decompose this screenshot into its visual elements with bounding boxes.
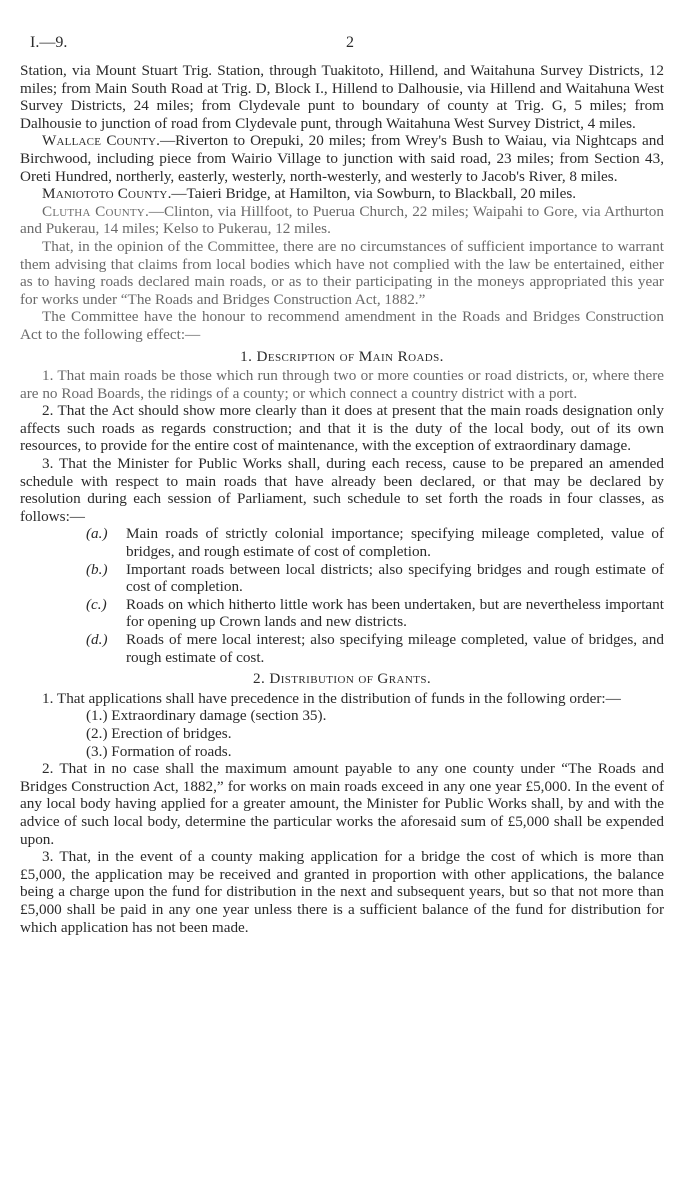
page-reference: I.—9.: [30, 34, 68, 51]
road-class-label: (a.): [86, 525, 108, 543]
section-2-heading: 2. Distribution of Grants.: [252, 670, 432, 688]
clutha-county-paragraph: [20, 203, 664, 238]
precedence-item: (1.) Extraordinary damage (section 35).: [86, 707, 327, 725]
road-class-text: Important roads between local districts; also specifying bridges and rough estimate of cost of completion.: [126, 560, 664, 596]
document-body: [20, 62, 664, 936]
road-class-item: [20, 596, 664, 631]
page-number: 2: [346, 34, 354, 51]
section-1-paragraph-1: 1. That main roads be those which run through two or more counties or road districts, or, where there are no Road Boards, the ridings of a county; or which connect a country district with a port.: [20, 367, 664, 402]
maniototo-county-paragraph: [20, 185, 664, 203]
clutha-county-text: .—Clinton, via Hillfoot, to Puerua Church, 22 miles; Waipahi to Gore, via Arthurton and Pukerau, 14 miles; Kelso to Pukerau, 12 miles.: [20, 202, 664, 238]
page-header: [30, 34, 670, 54]
section-1-paragraph-3: 3. That the Minister for Public Works shall, during each recess, cause to be prepared an amended schedule with respect to main roads that have already been declared, or that may be declared by resolution during each session of Parliament, such schedule to set forth the roads in four classes, as follows:—: [20, 455, 664, 525]
precedence-item: (2.) Erection of bridges.: [86, 724, 232, 742]
road-class-label: (b.): [86, 560, 108, 578]
wallace-county-label: Wallace County: [42, 132, 157, 150]
committee-recommend-paragraph: The Committee have the honour to recommend amendment in the Roads and Bridges Construction Act to the following effect:—: [20, 308, 664, 343]
section-2-paragraph-1: 1. That applications shall have precedence in the distribution of funds in the following order:—: [42, 689, 621, 707]
section-1-heading: 1. Description of Main Roads.: [240, 347, 444, 365]
wallace-county-text: .—Riverton to Orepuki, 20 miles; from Wrey's Bush to Waiau, via Nightcaps and Birchwood, including piece from Wairio Village to junction with said road, 23 miles; from Section 43, Oreti Hundred, northerly, easterly, westerly, north-westerly, and westerly to Jacob's River, 8 miles.: [20, 132, 664, 185]
continuation-paragraph: Station, via Mount Stuart Trig. Station, through Tuakitoto, Hillend, and Waitahuna Survey Districts, 12 miles; from Main South Road at Trig. D, Block I., Hillend to Dalhousie, via Hillend and Waitahuna West Survey Districts, 24 miles; from Clydevale punt to boundary of county at Trig. G, 5 miles; from Dalhousie to junction of road from Clydevale punt, through Waitahuna West Survey District, 4 miles.: [20, 62, 664, 132]
road-class-label: (c.): [86, 595, 107, 613]
road-class-item: [20, 525, 664, 560]
clutha-county-label: Clutha County: [42, 202, 145, 220]
section-1-paragraph-2: 2. That the Act should show more clearly than it does at present that the main roads designation only affects such roads as regards construction; and that it is the duty of the local body, out of its own resources, to provide for the entire cost of maintenance, with the exception of extraordinary damage.: [20, 402, 664, 455]
committee-opinion-paragraph: That, in the opinion of the Committee, there are no circumstances of sufficient importance to warrant them advising that claims from local bodies which have not complied with the law be entertained, either as to having roads declared main roads, or as to their participating in the moneys appropriated this year for works under “The Roads and Bridges Construction Act, 1882.”: [20, 237, 664, 308]
road-class-item: [20, 631, 664, 666]
wallace-county-paragraph: [20, 132, 664, 185]
precedence-item: (3.) Formation of roads.: [86, 742, 232, 760]
road-class-item: [20, 561, 664, 596]
maniototo-county-text: .—Taieri Bridge, at Hamilton, via Sowburn, to Blackball, 20 miles.: [167, 185, 577, 203]
section-2-paragraph-3: 3. That, in the event of a county making application for a bridge the cost of which is more than £5,000, the application may be received and granted in proportion with other applications, the balance being a charge upon the fund for distribution in the next and subsequent years, but so that not more than £5,000 shall be paid in any one year unless there is a sufficient balance of the fund for distribution for which application has not been made.: [20, 848, 664, 936]
maniototo-county-label: Maniototo County: [42, 185, 168, 203]
road-class-text: Main roads of strictly colonial importance; specifying mileage completed, value of bridges, and rough estimate of cost of completion.: [126, 525, 664, 561]
road-class-text: Roads on which hitherto little work has been undertaken, but are nevertheless important for opening up Crown lands and new districts.: [126, 595, 664, 631]
road-class-text: Roads of mere local interest; also specifying mileage completed, value of bridges, and rough estimate of cost.: [126, 631, 664, 666]
road-class-label: (d.): [86, 631, 108, 648]
section-2-paragraph-2: 2. That in no case shall the maximum amount payable to any one county under “The Roads and Bridges Construction Act, 1882,” for works on main roads exceed in any one year £5,000. In the event of any local body having applied for a greater amount, the Minister for Public Works shall, by and with the advice of such local body, determine the particular works the aforesaid sum of £5,000 shall be expended upon.: [20, 760, 664, 848]
